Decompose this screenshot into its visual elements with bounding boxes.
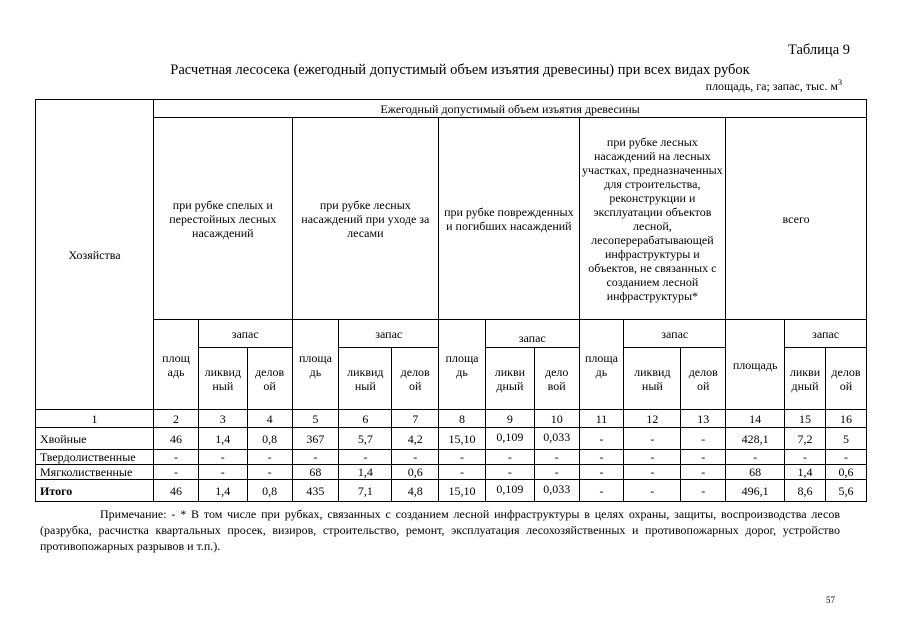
column-number: 2: [154, 410, 199, 428]
column-number: 8: [439, 410, 486, 428]
table-cell: -: [681, 450, 726, 465]
header-business: делов ой: [681, 348, 726, 410]
header-stock: запас: [485, 320, 579, 348]
table-cell: 367: [292, 428, 339, 450]
header-business: делов ой: [392, 348, 439, 410]
table-cell: -: [198, 465, 247, 480]
header-care-cut: при рубке лесных насаждений при уходе за лесами: [292, 118, 439, 320]
table-cell: -: [439, 465, 486, 480]
table-cell: 0,033: [534, 480, 579, 502]
units-superscript: 3: [838, 78, 842, 87]
header-area: площ адь: [154, 320, 199, 410]
table-row-coniferous: [36, 428, 867, 450]
table-cell: 5,7: [339, 428, 392, 450]
header-business: делов ой: [825, 348, 866, 410]
footnote: Примечание: - * В том числе при рубках, связанных с созданием лесной инфраструктуры в целях охраны, защиты, воспроизводства лесов (разрубка, расчистка квартальных просек, визиров, строительство, ремонт, эксплуатация лесохозяйственных и противопожарных дорог, устройство противопожарных разрывов и т.п.).: [40, 507, 840, 553]
header-liquid: ликвид ный: [198, 348, 247, 410]
table-cell: -: [624, 450, 681, 465]
table-cell: 0,109: [485, 480, 534, 502]
header-area: площа дь: [439, 320, 486, 410]
column-number: 5: [292, 410, 339, 428]
table-cell: -: [681, 465, 726, 480]
row-name: Хвойные: [36, 428, 154, 450]
column-number: 16: [825, 410, 866, 428]
header-area: площадь: [726, 320, 785, 410]
table-cell: -: [198, 450, 247, 465]
table-cell: 1,4: [198, 480, 247, 502]
row-name: Мягколиственные: [36, 465, 154, 480]
header-business: дело вой: [534, 348, 579, 410]
table-cell: 0,8: [247, 428, 292, 450]
table-cell: 1,4: [339, 465, 392, 480]
table-cell: -: [154, 450, 199, 465]
table-cell: -: [825, 450, 866, 465]
header-area: площа дь: [579, 320, 624, 410]
row-name: Твердолиственные: [36, 450, 154, 465]
header-liquid: ликви дный: [785, 348, 826, 410]
header-damaged-cut: при рубке поврежденных и погибших насаждений: [439, 118, 579, 320]
table-cell: 8,6: [785, 480, 826, 502]
column-number: 1: [36, 410, 154, 428]
column-number: 10: [534, 410, 579, 428]
column-number: 12: [624, 410, 681, 428]
table-cell: 0,109: [485, 428, 534, 450]
table-cell: 5,6: [825, 480, 866, 502]
column-number: 13: [681, 410, 726, 428]
table-number-label: Таблица 9: [787, 42, 850, 58]
table-cell: -: [624, 480, 681, 502]
page-number: 57: [826, 595, 835, 605]
table-row-total: [36, 480, 867, 502]
table-cell: -: [579, 428, 624, 450]
column-number: 11: [579, 410, 624, 428]
units-text: площадь, га; запас, тыс. м: [705, 79, 838, 93]
table-cell: -: [534, 450, 579, 465]
column-number: 9: [485, 410, 534, 428]
header-farms: Хозяйства: [36, 100, 154, 410]
table-cell: -: [624, 465, 681, 480]
table-cell: 68: [292, 465, 339, 480]
header-row-3: [36, 320, 867, 348]
header-liquid: ликви дный: [485, 348, 534, 410]
header-row-1: [36, 100, 867, 118]
table-cell: -: [579, 480, 624, 502]
header-stock: запас: [624, 320, 726, 348]
table-cell: -: [579, 465, 624, 480]
header-stock: запас: [339, 320, 439, 348]
header-business: делов ой: [247, 348, 292, 410]
table-cell: -: [726, 450, 785, 465]
table-row-softwood: [36, 465, 867, 480]
table-cell: -: [392, 450, 439, 465]
column-number: 14: [726, 410, 785, 428]
table-cell: 4,8: [392, 480, 439, 502]
table-cell: 7,2: [785, 428, 826, 450]
table-cell: 68: [726, 465, 785, 480]
column-number: 4: [247, 410, 292, 428]
column-numbers-row: [36, 410, 867, 428]
table-cell: 46: [154, 480, 199, 502]
header-infrastructure-cut: при рубке лесных насаждений на лесных участках, предназначенных для строительства, реконструкции и эксплуатации объектов лесной, лесоперерабатывающей инфраструктуры и объектов, не связанных с созданием лесной инфраструктуры*: [579, 118, 726, 320]
table-cell: 7,1: [339, 480, 392, 502]
header-liquid: ликвид ный: [624, 348, 681, 410]
allowable-cut-table: [35, 99, 867, 502]
table-cell: 0,6: [825, 465, 866, 480]
table-cell: 428,1: [726, 428, 785, 450]
header-total: всего: [726, 118, 867, 320]
header-liquid: ликвид ный: [339, 348, 392, 410]
column-number: 7: [392, 410, 439, 428]
table-cell: -: [247, 450, 292, 465]
table-cell: -: [485, 465, 534, 480]
table-cell: 0,033: [534, 428, 579, 450]
table-cell: -: [579, 450, 624, 465]
table-cell: 0,8: [247, 480, 292, 502]
column-number: 15: [785, 410, 826, 428]
table-cell: 0,6: [392, 465, 439, 480]
table-cell: 1,4: [198, 428, 247, 450]
table-cell: -: [439, 450, 486, 465]
table-cell: -: [624, 428, 681, 450]
table-cell: 1,4: [785, 465, 826, 480]
column-number: 6: [339, 410, 392, 428]
table-cell: 5: [825, 428, 866, 450]
header-row-2: [36, 118, 867, 320]
table-cell: 46: [154, 428, 199, 450]
header-stock: запас: [198, 320, 292, 348]
table-cell: -: [534, 465, 579, 480]
table-cell: -: [681, 480, 726, 502]
table-cell: 496,1: [726, 480, 785, 502]
row-name: Итого: [36, 480, 154, 502]
header-mature-cut: при рубке спелых и перестойных лесных насаждений: [154, 118, 292, 320]
header-group: Ежегодный допустимый объем изъятия древесины: [154, 100, 867, 118]
header-area: площа дь: [292, 320, 339, 410]
column-number: 3: [198, 410, 247, 428]
table-cell: -: [154, 465, 199, 480]
table-cell: -: [485, 450, 534, 465]
table-cell: 15,10: [439, 480, 486, 502]
header-stock: запас: [785, 320, 867, 348]
table-cell: 4,2: [392, 428, 439, 450]
table-cell: 15,10: [439, 428, 486, 450]
table-caption: Расчетная лесосека (ежегодный допустимый объем изъятия древесины) при всех видах рубок: [170, 62, 750, 78]
table-cell: -: [292, 450, 339, 465]
table-cell: -: [339, 450, 392, 465]
table-row-hardwood: [36, 450, 867, 465]
table-cell: 435: [292, 480, 339, 502]
units-note: [560, 78, 842, 94]
table-cell: -: [247, 465, 292, 480]
table-cell: -: [785, 450, 826, 465]
table-cell: -: [681, 428, 726, 450]
